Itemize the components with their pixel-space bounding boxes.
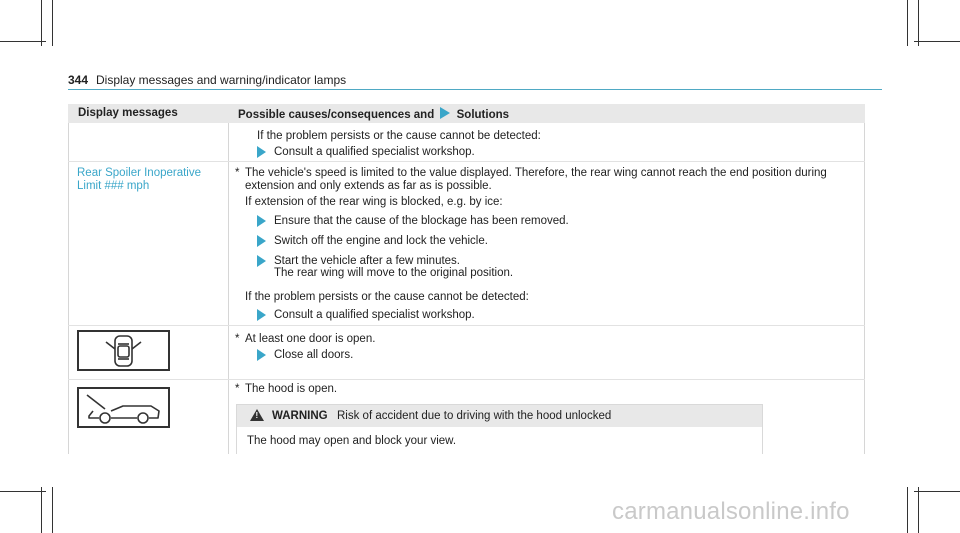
door-open-icon <box>79 332 168 369</box>
warning-header <box>237 405 762 427</box>
header-divider <box>68 89 882 90</box>
row3-step1: Close all doors. <box>274 349 354 361</box>
hood-open-indicator <box>77 387 170 428</box>
warning-label: WARNING <box>272 410 328 422</box>
warning-body: The hood may open and block your view. <box>247 435 457 447</box>
row2-cause-line2: extension and only extends as far as is possible. <box>245 180 492 192</box>
warning-text: Risk of accident due to driving with the hood unlocked <box>337 410 612 422</box>
crop-mark <box>0 491 46 492</box>
crop-mark <box>914 41 960 42</box>
warning-exclamation: ! <box>255 411 259 420</box>
asterisk-mark: * <box>235 383 240 395</box>
column-header-causes-label: Possible causes/consequences and <box>238 109 435 121</box>
row4-cause: The hood is open. <box>245 383 338 395</box>
table-header <box>68 104 865 123</box>
row2-para2: If the problem persists or the cause cannot be detected: <box>245 291 529 303</box>
play-arrow-icon <box>440 107 450 119</box>
row2-step3-line1: Start the vehicle after a few minutes. <box>274 255 461 267</box>
display-messages-table <box>68 104 865 454</box>
table-right-border <box>864 123 865 454</box>
row2-step4: Consult a qualified specialist workshop. <box>274 309 475 321</box>
crop-mark <box>918 0 919 46</box>
crop-mark <box>907 0 908 46</box>
row3-cause: At least one door is open. <box>245 333 376 345</box>
row2-step2: Switch off the engine and lock the vehicle. <box>274 235 488 247</box>
step-arrow-icon <box>257 146 266 158</box>
warning-box <box>236 404 763 454</box>
step-arrow-icon <box>257 349 266 361</box>
message-rear-spoiler-line2: Limit ### mph <box>77 180 150 192</box>
crop-mark <box>41 0 42 46</box>
hood-open-icon <box>79 389 168 426</box>
row2-cause-line1: The vehicle's speed is limited to the value displayed. Therefore, the rear wing cannot reach the end position during <box>245 167 827 179</box>
door-open-indicator <box>77 330 170 371</box>
column-header-messages: Display messages <box>78 107 178 119</box>
asterisk-mark: * <box>235 167 240 179</box>
step-arrow-icon <box>257 255 266 267</box>
crop-mark <box>918 487 919 533</box>
crop-mark <box>914 491 960 492</box>
step-arrow-icon <box>257 235 266 247</box>
step-arrow-icon <box>257 215 266 227</box>
page-number: 344 <box>68 73 89 87</box>
page-title: Display messages and warning/indicator lamps <box>96 73 347 87</box>
table-left-border <box>68 123 69 454</box>
row2-step1: Ensure that the cause of the blockage has been removed. <box>274 215 569 227</box>
row1-step: Consult a qualified specialist workshop. <box>274 146 475 158</box>
crop-mark <box>0 41 46 42</box>
row2-para1: If extension of the rear wing is blocked, e.g. by ice: <box>245 196 503 208</box>
crop-mark <box>41 487 42 533</box>
row-divider <box>68 379 865 380</box>
column-header-causes <box>238 107 509 121</box>
row-divider <box>68 325 865 326</box>
table-column-divider <box>228 123 229 454</box>
row2-step3-line2: The rear wing will move to the original position. <box>274 267 514 279</box>
asterisk-mark: * <box>235 333 240 345</box>
row1-text: If the problem persists or the cause cannot be detected: <box>257 130 541 142</box>
crop-mark <box>52 0 53 46</box>
step-arrow-icon <box>257 309 266 321</box>
crop-mark <box>52 487 53 533</box>
column-header-solutions-label: Solutions <box>456 109 510 121</box>
crop-mark <box>907 487 908 533</box>
row-divider <box>68 161 865 162</box>
watermark: carmanualsonline.info <box>612 498 850 525</box>
message-rear-spoiler-line1: Rear Spoiler Inoperative <box>77 167 202 179</box>
